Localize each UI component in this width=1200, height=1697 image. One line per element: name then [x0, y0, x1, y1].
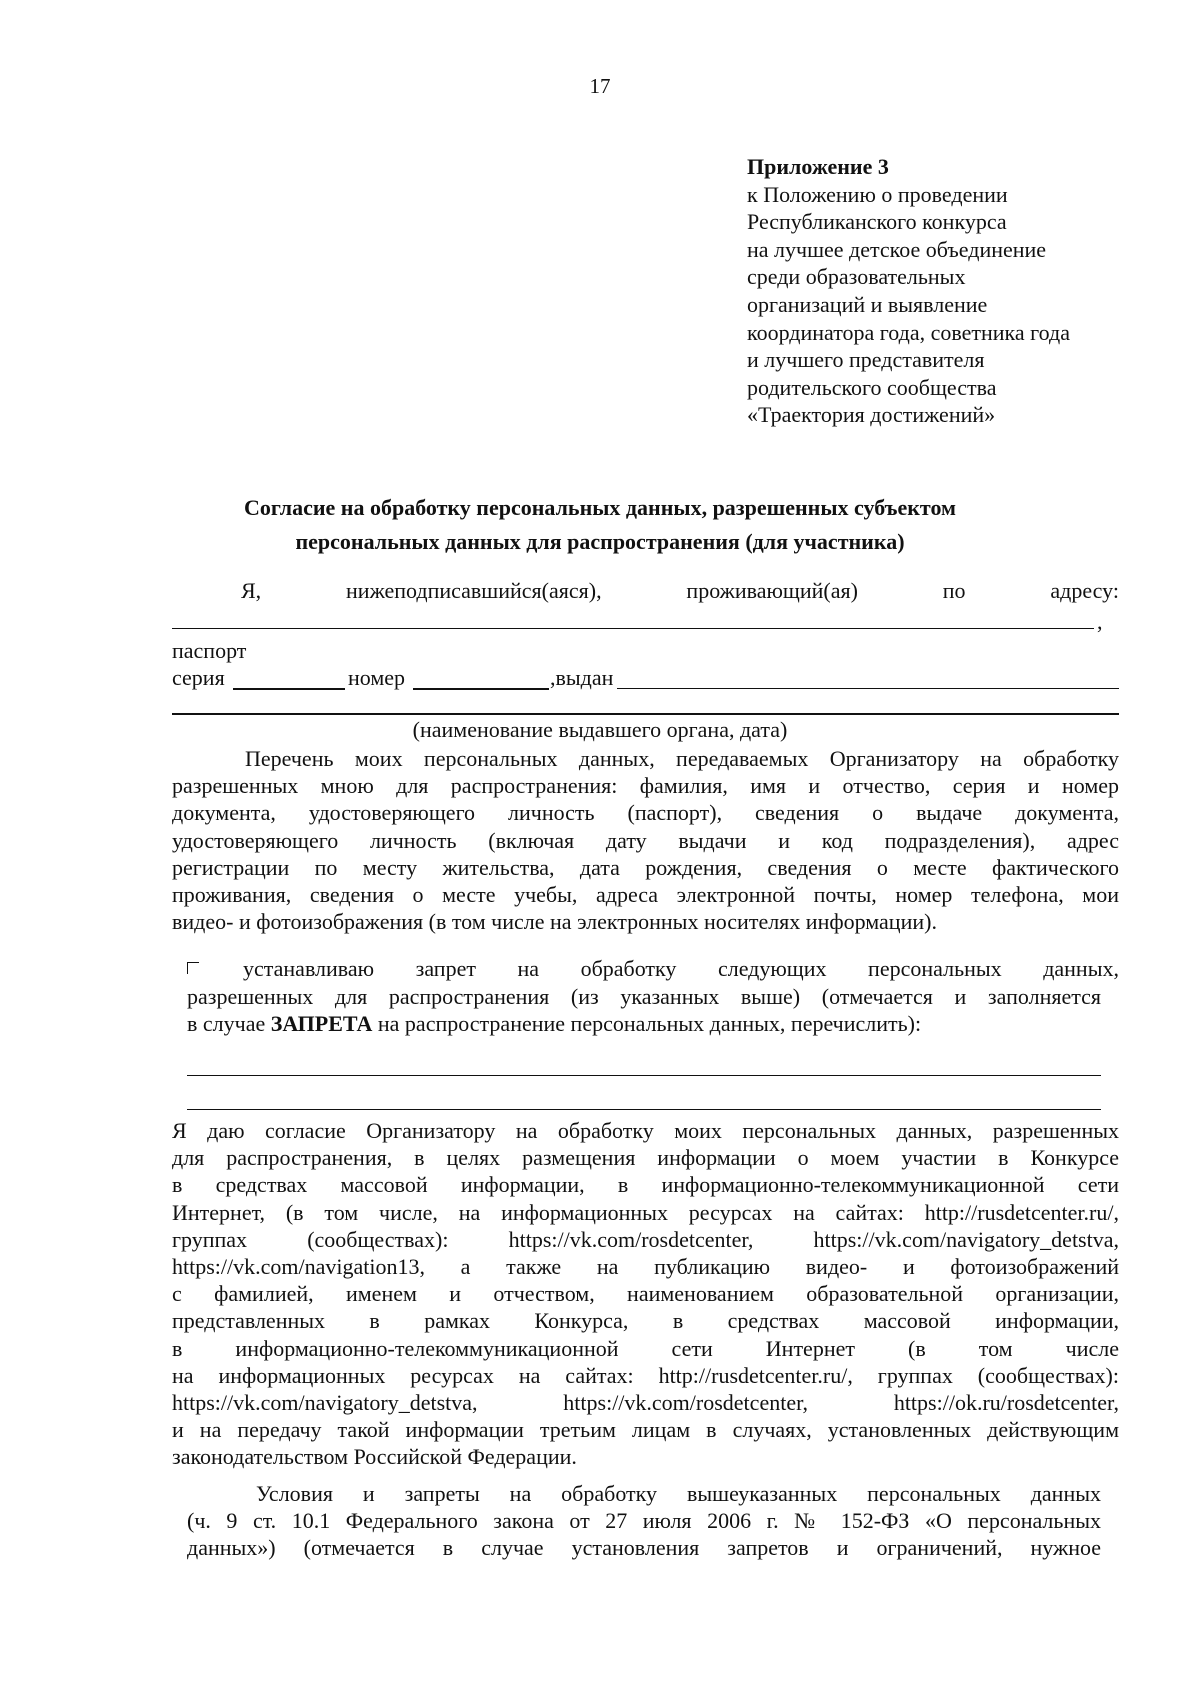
paragraph-line: регистрации по месту жительства, дата рождения, сведения о месте фактического — [172, 854, 1119, 880]
paragraph-line: Я даю согласие Организатору на обработку моих персональных данных, разрешенных — [172, 1118, 1119, 1143]
intro-word: Я, — [241, 578, 262, 603]
personal-data-list-paragraph — [172, 745, 1119, 935]
ban-field-line-1[interactable] — [187, 1075, 1101, 1076]
paragraph-line: Условия и запреты на обработку вышеуказанных персональных данных — [256, 1481, 1101, 1506]
appendix-line: родительского сообщества — [747, 374, 997, 400]
paragraph-line: Перечень моих персональных данных, передаваемых Организатору на обработку — [245, 746, 1119, 771]
number-field-line[interactable] — [413, 688, 549, 690]
paragraph-line: документа, удостоверяющего личность (паспорт), сведения о выдаче документа, — [172, 800, 1119, 826]
document-title — [160, 491, 1040, 559]
ban-checkbox[interactable] — [187, 962, 199, 985]
paragraph-line: https://vk.com/navigation13, а также на публикацию видео- и фотоизображений — [172, 1254, 1119, 1280]
paragraph-line: данных») (отмечается в случае установления запретов и ограничений, нужное — [187, 1535, 1101, 1561]
appendix-line: организаций и выявление — [747, 291, 988, 317]
intro-word: адресу: — [1050, 578, 1119, 603]
ban-text: разрешенных для распространения (из указанных выше) (отмечается и заполняется — [187, 984, 1101, 1009]
ban-line-2 — [187, 983, 1101, 1010]
appendix-line: «Траектория достижений» — [747, 402, 996, 428]
appendix-line: и лучшего представителя — [747, 347, 985, 373]
paragraph-line: в средствах массовой информации, в информационно-телекоммуникационной сети — [172, 1172, 1119, 1198]
paragraph-line: группах (сообществах): https://vk.com/rosdetcenter, https://vk.com/navigatory_detstva, — [172, 1226, 1119, 1252]
ban-text: в случае — [187, 1011, 271, 1036]
number-label: номер — [348, 665, 406, 690]
paragraph-line: и на передачу такой информации третьим лицам в случаях, установленных действующим — [172, 1417, 1119, 1443]
appendix-heading: Приложение 3 — [747, 154, 889, 179]
address-field-line[interactable] — [172, 628, 1094, 629]
passport-label: паспорт — [172, 638, 247, 663]
series-field-line[interactable] — [233, 688, 345, 690]
ban-emphasis: ЗАПРЕТА — [270, 1011, 373, 1036]
paragraph-line: https://vk.com/navigatory_detstva, https://vk.com/rosdetcenter, https://ok.ru/rosdetcenter, — [172, 1390, 1119, 1416]
intro-word: по — [942, 578, 966, 603]
appendix-line: координатора года, советника года — [747, 319, 1070, 345]
paragraph-line: с фамилией, именем и отчеством, наименованием образовательной организации, — [172, 1281, 1119, 1307]
paragraph-line: удостоверяющего личность (включая дату выдачи и код подразделения), адрес — [172, 827, 1119, 853]
issuer-field-line[interactable] — [172, 713, 1119, 715]
appendix-line: на лучшее детское объединение — [747, 236, 1047, 262]
conditions-paragraph — [187, 1480, 1101, 1562]
title-line-1: Согласие на обработку персональных данных, разрешенных субъектом — [243, 495, 957, 520]
page-number: 17 — [589, 74, 611, 98]
appendix-block — [747, 153, 1070, 429]
paragraph-line: разрешенных мною для распространения: фамилия, имя и отчество, серия и номер — [172, 773, 1119, 799]
appendix-line: к Положению о проведении — [747, 181, 1008, 207]
address-comma: , — [1097, 609, 1103, 634]
appendix-line: среди образовательных — [747, 264, 966, 290]
ban-text: устанавливаю запрет на обработку следующих персональных данных, — [243, 956, 1119, 981]
checkbox-icon — [187, 962, 199, 974]
paragraph-line: представленных в рамках Конкурса, в средствах массовой информации, — [172, 1308, 1119, 1334]
ban-line-1 — [243, 955, 1119, 982]
appendix-line: Республиканского конкурса — [747, 209, 1007, 235]
ban-field-line-2[interactable] — [187, 1109, 1101, 1110]
issued-field-line[interactable] — [617, 688, 1119, 689]
paragraph-line: проживания, сведения о месте учебы, адреса электронной почты, номер телефона, мои — [172, 882, 1119, 908]
ban-line-3 — [187, 1011, 921, 1037]
paragraph-line: в информационно-телекоммуникационной сети Интернет (в том числе — [172, 1335, 1119, 1361]
consent-paragraph — [172, 1117, 1119, 1471]
series-label: серия — [172, 665, 225, 690]
intro-word: нижеподписавшийся(аяся), — [346, 578, 602, 603]
intro-line — [241, 578, 1119, 604]
paragraph-line: законодательством Российской Федерации. — [172, 1444, 577, 1470]
intro-word: проживающий(ая) — [686, 578, 858, 603]
paragraph-line: (ч. 9 ст. 10.1 Федерального закона от 27 июля 2006 г. № 152-ФЗ «О персональных — [187, 1508, 1101, 1534]
paragraph-line: Интернет, (в том числе, на информационных ресурсах на сайтах: http://rusdetcenter.ru/, — [172, 1199, 1119, 1225]
paragraph-line: на информационных ресурсах на сайтах: http://rusdetcenter.ru/, группах (сообществах): — [172, 1362, 1119, 1388]
issuer-caption: (наименование выдавшего органа, дата) — [412, 717, 788, 742]
ban-text: на распространение персональных данных, перечислить): — [372, 1011, 922, 1036]
paragraph-line: для распространения, в целях размещения информации о моем участии в Конкурсе — [172, 1145, 1119, 1171]
title-line-2: персональных данных для распространения (для участника) — [295, 529, 905, 554]
issued-label: ,выдан — [550, 665, 614, 690]
paragraph-line: видео- и фотоизображения (в том числе на электронных носителях информации). — [172, 909, 937, 935]
